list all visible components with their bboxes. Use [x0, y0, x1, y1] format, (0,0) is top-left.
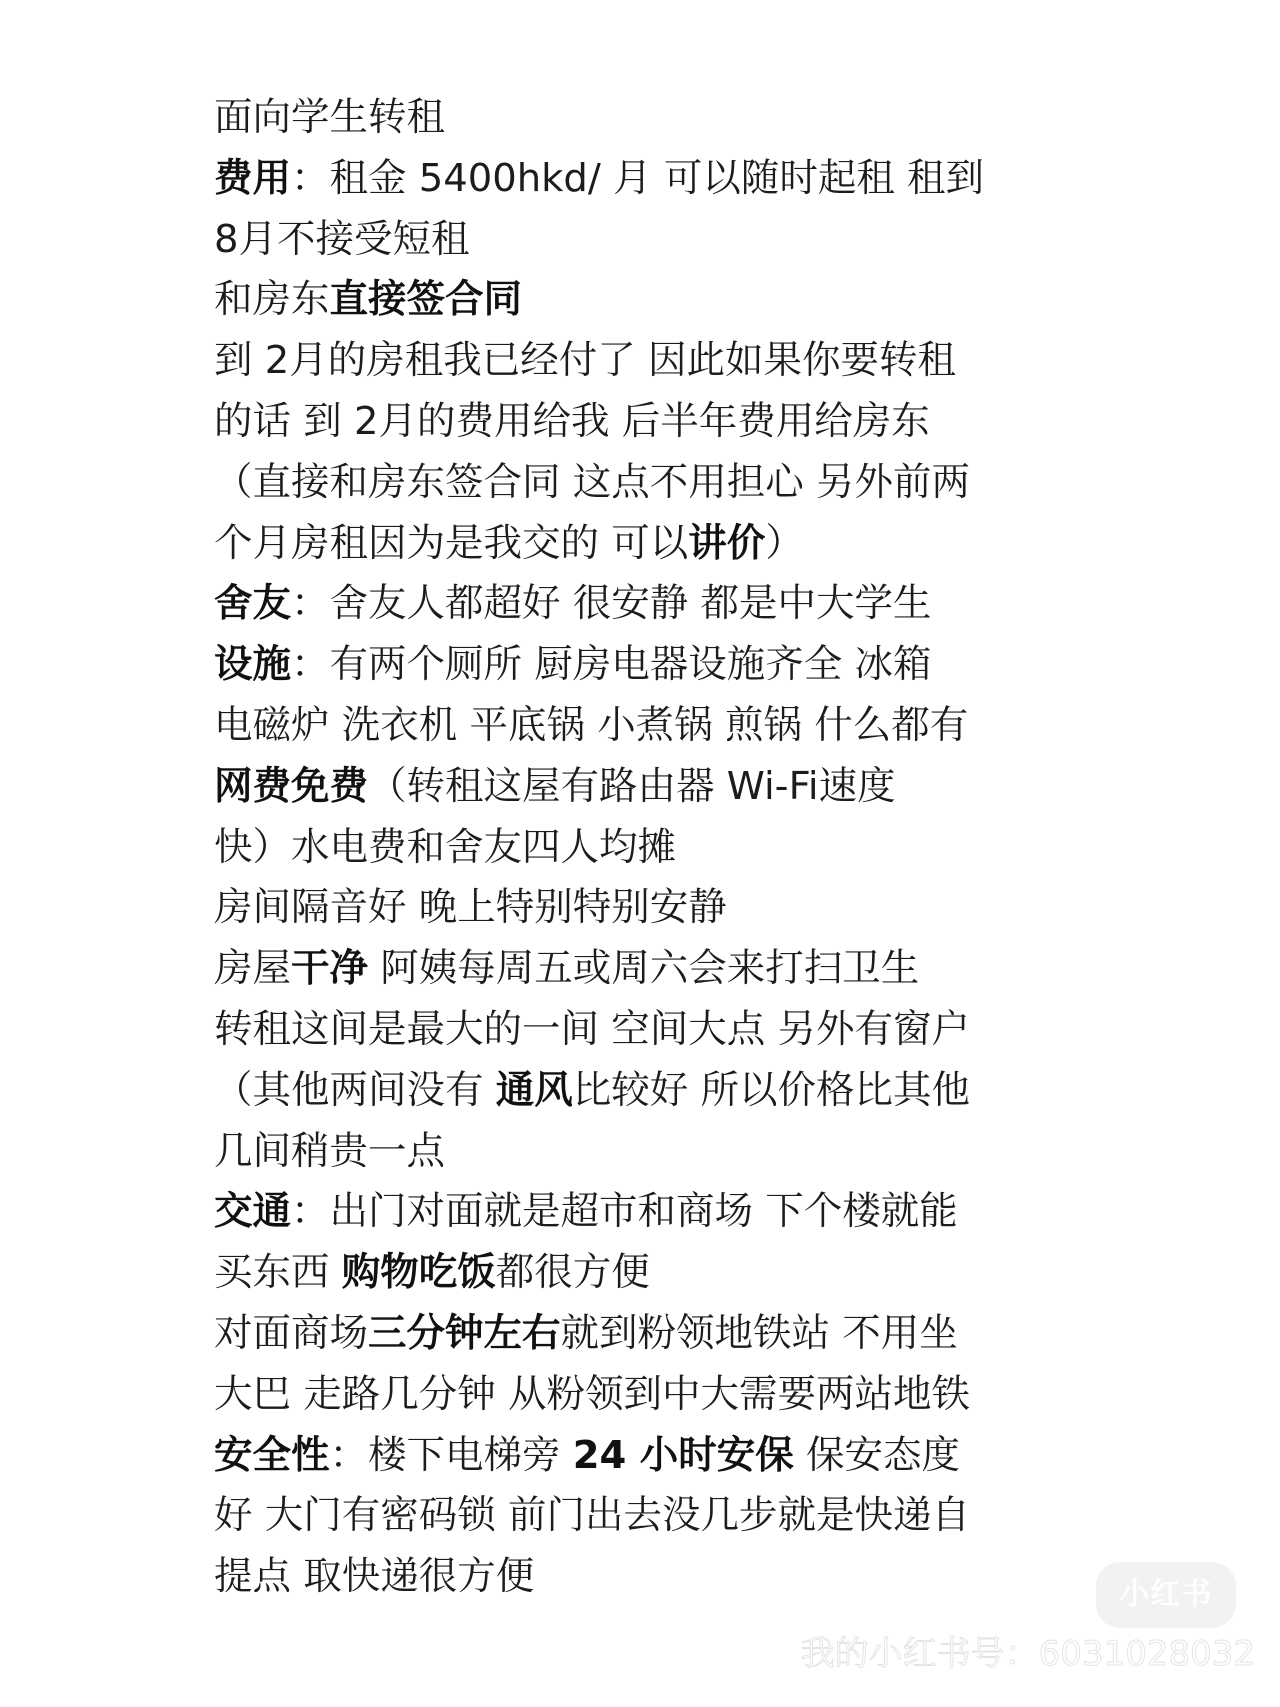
- note-text: ）: [765, 520, 804, 566]
- note-text: 都很方便: [495, 1250, 650, 1296]
- note-bold-text: 干净: [291, 946, 369, 992]
- note-line: [214, 210, 1214, 271]
- note-text: 个月房租因为是我交的 可以: [214, 520, 689, 566]
- note-bold-text: 安全性: [214, 1432, 330, 1478]
- note-bold-text: 费用: [214, 155, 292, 201]
- note-line: [214, 757, 1214, 818]
- note-text: 房间隔音好 晚上特别特别安静: [214, 885, 727, 931]
- note-text: （其他两间没有: [214, 1067, 496, 1113]
- note-text: 电磁炉 洗衣机 平底锅 小煮锅 煎锅 什么都有: [214, 702, 969, 748]
- note-text: 几间稍贵一点: [214, 1128, 446, 1174]
- note-text: 保安态度: [793, 1432, 960, 1478]
- note-line: [214, 1122, 1214, 1183]
- note-line: [214, 1243, 1214, 1304]
- note-line: [214, 1426, 1214, 1487]
- note-text: 和房东: [214, 277, 330, 323]
- note-line: [214, 1061, 1214, 1122]
- note-text: ：租金 5400hkd/ 月 可以随时起租 租到: [291, 155, 985, 201]
- note-text: 对面商场: [214, 1310, 369, 1356]
- note-line: [214, 1304, 1214, 1365]
- watermark-logo: 小红书: [1096, 1562, 1236, 1628]
- note-line: [214, 1182, 1214, 1243]
- note-line: [214, 1547, 1214, 1608]
- note-bold-text: 讲价: [688, 520, 766, 566]
- note-line: [214, 514, 1214, 575]
- note-text: 买东西: [214, 1250, 342, 1296]
- note-line: [214, 1000, 1214, 1061]
- note-text: ：有两个厕所 厨房电器设施齐全 冰箱: [291, 642, 932, 688]
- note-line: [214, 1486, 1214, 1547]
- note-line: [214, 331, 1214, 392]
- note-text: 的话 到 2月的费用给我 后半年费用给房东: [214, 398, 930, 444]
- note-bold-text: 舍友: [214, 581, 292, 627]
- note-bold-text: 交通: [214, 1189, 292, 1235]
- note-text: ：楼下电梯旁: [329, 1432, 573, 1478]
- note-bold-text: 购物吃饭: [341, 1250, 496, 1296]
- note-line: [214, 88, 1214, 149]
- note-text: 8月不接受短租: [214, 216, 470, 262]
- watermark-account-id: 我的小红书号：6031028032: [800, 1634, 1255, 1674]
- note-bold-text: 直接签合同: [329, 277, 523, 323]
- note-line: [214, 392, 1214, 453]
- note-text: 就到粉领地铁站 不用坐: [560, 1310, 958, 1356]
- note-text: 房屋: [214, 946, 292, 992]
- note-text: 快）水电费和舍友四人均摊: [214, 824, 677, 870]
- note-text: 到 2月的房租我已经付了 因此如果你要转租: [214, 338, 956, 384]
- note-body: [214, 88, 1214, 1608]
- note-text: 面向学生转租: [214, 95, 446, 140]
- note-text: 大巴 走路几分钟 从粉领到中大需要两站地铁: [214, 1371, 970, 1417]
- note-line: [214, 574, 1214, 635]
- note-line: [214, 878, 1214, 939]
- note-text: 比较好 所以价格比其他: [572, 1067, 971, 1113]
- note-text: ：舍友人都超好 很安静 都是中大学生: [291, 581, 932, 627]
- note-text: （直接和房东签合同 这点不用担心 另外前两: [214, 459, 970, 505]
- note-line: [214, 453, 1214, 514]
- note-line: [214, 635, 1214, 696]
- note-text: 阿姨每周五或周六会来打扫卫生: [368, 946, 920, 992]
- note-text: 好 大门有密码锁 前门出去没几步就是快递自: [214, 1493, 970, 1539]
- note-bold-text: 24 小时安保: [572, 1432, 794, 1478]
- note-text: 转租这间是最大的一间 空间大点 另外有窗户: [214, 1006, 970, 1052]
- note-line: [214, 149, 1214, 210]
- note-bold-text: 三分钟左右: [368, 1310, 561, 1356]
- note-text: ：出门对面就是超市和商场 下个楼就能: [291, 1189, 958, 1235]
- note-text: 提点 取快递很方便: [214, 1554, 535, 1600]
- note-bold-text: 通风: [495, 1067, 573, 1113]
- note-line: [214, 696, 1214, 757]
- note-text: （转租这屋有路由器 Wi-Fi速度: [368, 763, 896, 809]
- note-line: [214, 1365, 1214, 1426]
- note-line: [214, 818, 1214, 879]
- note-bold-text: 设施: [214, 642, 292, 688]
- note-line: [214, 939, 1214, 1000]
- note-bold-text: 网费免费: [214, 763, 369, 809]
- note-line: [214, 270, 1214, 331]
